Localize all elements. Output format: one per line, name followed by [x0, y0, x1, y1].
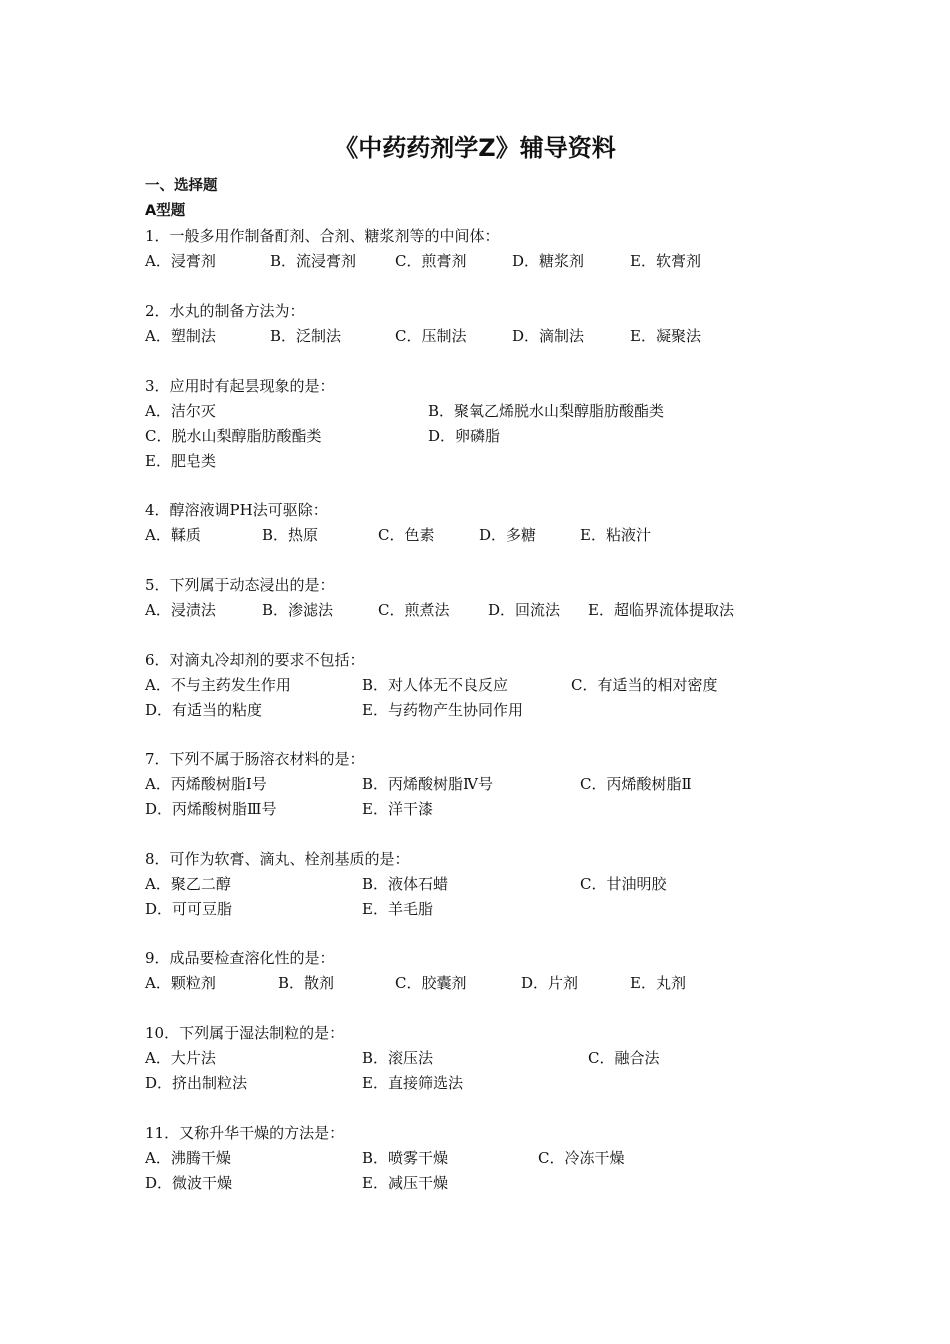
option-6c: C．有适当的相对密度: [571, 676, 718, 694]
option-8c: C．甘油明胶: [580, 875, 667, 893]
option-11a: A．沸腾干燥: [145, 1149, 231, 1167]
option-3e: E．肥皂类: [145, 452, 216, 470]
option-2e: E．凝聚法: [630, 327, 701, 345]
option-5e: E．超临界流体提取法: [588, 601, 734, 619]
option-3c: C．脱水山梨醇脂肪酸酯类: [145, 427, 322, 445]
option-7c: C．丙烯酸树脂Ⅱ: [580, 775, 692, 793]
question-1: 1．一般多用作制备酊剂、合剂、糖浆剂等的中间体：: [145, 227, 500, 245]
question-2: 2．水丸的制备方法为：: [145, 302, 305, 320]
option-9a: A．颗粒剂: [145, 974, 216, 992]
option-1b: B．流浸膏剂: [270, 252, 357, 270]
option-9d: D．片剂: [521, 974, 579, 992]
question-8: 8．可作为软膏、滴丸、栓剂基质的是：: [145, 850, 410, 868]
option-11d: D．微波干燥: [145, 1174, 233, 1192]
option-11c: C．冷冻干燥: [538, 1149, 625, 1167]
option-2c: C．压制法: [395, 327, 467, 345]
option-6e: E．与药物产生协同作用: [362, 701, 523, 719]
option-3b: B．聚氧乙烯脱水山梨醇脂肪酸酯类: [428, 402, 665, 420]
option-6a: A．不与主药发生作用: [145, 676, 291, 694]
option-5d: D．回流法: [488, 601, 561, 619]
document-title: 《中药药剂学Z》辅导资料: [334, 134, 616, 162]
option-2a: A．塑制法: [145, 327, 216, 345]
option-8d: D．可可豆脂: [145, 900, 233, 918]
option-2b: B．泛制法: [270, 327, 342, 345]
question-7: 7．下列不属于肠溶衣材料的是：: [145, 750, 365, 768]
option-7d: D．丙烯酸树脂Ⅲ号: [145, 800, 277, 818]
option-9c: C．胶囊剂: [395, 974, 467, 992]
question-6: 6．对滴丸冷却剂的要求不包括：: [145, 651, 365, 669]
option-9e: E．丸剂: [630, 974, 686, 992]
option-5a: A．浸渍法: [145, 601, 216, 619]
option-8b: B．液体石蜡: [362, 875, 449, 893]
option-1e: E．软膏剂: [630, 252, 701, 270]
option-2d: D．滴制法: [512, 327, 585, 345]
option-8a: A．聚乙二醇: [145, 875, 231, 893]
option-10b: B．滚压法: [362, 1049, 434, 1067]
option-8e: E．羊毛脂: [362, 900, 433, 918]
option-4b: B．热原: [262, 526, 319, 544]
option-7b: B．丙烯酸树脂Ⅳ号: [362, 775, 494, 793]
question-4: 4．醇溶液调PH法可驱除：: [145, 501, 328, 519]
option-9b: B．散剂: [278, 974, 335, 992]
option-7a: A．丙烯酸树脂Ⅰ号: [145, 775, 267, 793]
option-3d: D．卵磷脂: [428, 427, 501, 445]
option-4c: C．色素: [378, 526, 435, 544]
option-11b: B．喷雾干燥: [362, 1149, 449, 1167]
option-7e: E．洋干漆: [362, 800, 433, 818]
option-6d: D．有适当的粘度: [145, 701, 263, 719]
option-10a: A．大片法: [145, 1049, 216, 1067]
question-5: 5．下列属于动态浸出的是：: [145, 576, 335, 594]
question-11: 11．又称升华干燥的方法是：: [145, 1124, 345, 1142]
option-1c: C．煎膏剂: [395, 252, 467, 270]
section-heading: 一、选择题: [145, 178, 218, 194]
question-3: 3．应用时有起昙现象的是：: [145, 377, 335, 395]
option-4a: A．鞣质: [145, 526, 201, 544]
option-1d: D．糖浆剂: [512, 252, 585, 270]
option-11e: E．减压干燥: [362, 1174, 448, 1192]
option-3a: A．洁尔灭: [145, 402, 216, 420]
option-10c: C．融合法: [588, 1049, 660, 1067]
option-5b: B．渗滤法: [262, 601, 334, 619]
option-5c: C．煎煮法: [378, 601, 450, 619]
option-4e: E．粘液汁: [580, 526, 651, 544]
option-10e: E．直接筛选法: [362, 1074, 463, 1092]
option-4d: D．多糖: [479, 526, 537, 544]
option-10d: D．挤出制粒法: [145, 1074, 248, 1092]
subsection-heading: A型题: [145, 203, 186, 219]
option-1a: A．浸膏剂: [145, 252, 216, 270]
question-10: 10．下列属于湿法制粒的是：: [145, 1024, 345, 1042]
option-6b: B．对人体无不良反应: [362, 676, 509, 694]
question-9: 9．成品要检查溶化性的是：: [145, 949, 335, 967]
